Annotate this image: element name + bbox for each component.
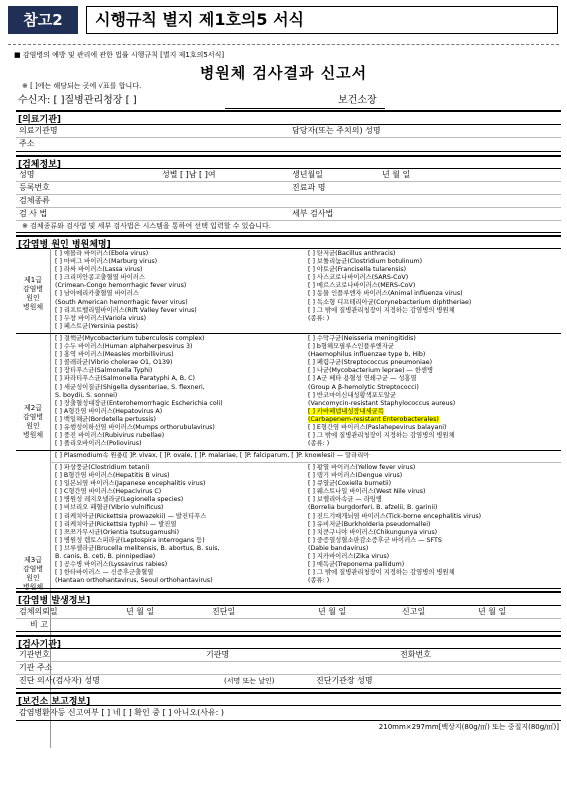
pathogen-item[interactable]: [ ] 마버그 바이러스(Marburg virus) — [55, 258, 158, 266]
pathogen-item[interactable]: [ ] 풍진 바이러스(Rubivirus rubellae) — [55, 432, 165, 440]
pathogen-item[interactable]: [ ] 병원성 레지오넬라균(Legionella species) — [55, 496, 184, 504]
pathogen-item-cont: (South American hemorrhagic fever virus) — [55, 298, 188, 306]
pathogen-item[interactable]: [ ] 브루셀라균(Brucella melitensis, B. abortus, B. suis, — [55, 544, 220, 552]
report-date-label: 신고일 — [402, 607, 426, 616]
pathogen-item[interactable]: [ ] A군 베타 용혈성 연쇄구균 — 성홍열 — [308, 375, 417, 383]
header-badge: 참고2 — [8, 6, 78, 34]
pathogen-item[interactable]: [ ] B형간염 바이러스(Hepatitis B virus) — [55, 472, 170, 480]
rule — [16, 692, 561, 694]
rule — [16, 181, 561, 182]
pathogen-item[interactable]: [ ] 그 밖에 질병관리청장이 지정하는 감염병의 병원체 — [308, 306, 455, 314]
pathogen-item[interactable]: [ ] 중증열성혈소판감소증후군 바이러스 — SFTS — [308, 536, 442, 544]
pathogen-item[interactable]: [ ] 웨스트나일 바이러스(West Nile virus) — [308, 488, 426, 496]
rule — [16, 151, 561, 152]
pathogen-item[interactable]: [ ] 메르스코로나바이러스(MERS-CoV) — [308, 282, 416, 290]
pathogen-item[interactable]: [ ] 사스코로나바이러스(SARS-CoV) — [308, 274, 409, 282]
lab-code-label: 기관번호 — [19, 650, 50, 659]
lab-head-label: 진단기관장 성명 — [316, 676, 373, 685]
pathogen-item[interactable]: [ ] 진드기매개뇌염 바이러스(Tick-borne encephalitis virus) — [308, 512, 482, 520]
lab-name-label: 기관명 — [206, 650, 230, 659]
law-note: ■ 감염병의 예방 및 관리에 관한 법률 시행규칙 [별지 제1호의5서식] — [14, 51, 225, 59]
pathogen-item[interactable]: [ ] 동물 인플루엔자 바이러스(Animal influenza virus) — [308, 290, 463, 298]
group1-left-list — [55, 250, 305, 331]
section-specimen: [검체정보] — [18, 160, 62, 170]
pathogen-item[interactable]: [ ] 콜레라균(Vibrio cholerae O1, O139) — [55, 359, 173, 367]
rule — [16, 648, 561, 649]
header-title: 시행규칙 별지 제1호의5 서식 — [86, 6, 558, 34]
rule — [16, 591, 561, 593]
pathogen-item[interactable]: [ ] 한타바이러스 — 신증후군출혈열 — [55, 569, 154, 577]
rule — [16, 232, 561, 233]
pathogen-item[interactable]: [ ] 장티푸스균(Salmonella Typhi) — [55, 367, 153, 375]
specimen-dept-label: 진료과 명 — [292, 183, 326, 192]
pathogen-item[interactable]: [ ] 공수병 바이러스(Lyssavirus rabies) — [55, 561, 168, 569]
rule — [16, 220, 561, 221]
specimen-name-label: 성명 — [19, 170, 35, 179]
pathogen-item[interactable]: [ ] 황열 바이러스(Yellow fever virus) — [308, 464, 416, 471]
remark-label: 비 고 — [30, 620, 48, 629]
rule — [16, 688, 561, 689]
pathogen-item[interactable]: [ ] 두창 바이러스(Variola virus) — [55, 314, 147, 322]
rule — [16, 155, 561, 157]
pathogen-item[interactable]: [ ] 홍역 바이러스(Measles morbillivirus) — [55, 351, 174, 359]
pathogen-item[interactable]: [ ] 파상풍균(Clostridium tetani) — [55, 464, 150, 471]
specimen-sex-label: 성별 [ ]남 [ ]여 — [162, 170, 216, 179]
pathogen-item[interactable]: [ ] 유행성이하선염 바이러스(Mumps orthorubulavirus) — [55, 424, 215, 432]
pathogen-item[interactable]: [ ] 나균(Mycobacterium leprae) — 한센병 — [308, 367, 434, 375]
rule — [16, 631, 561, 632]
lab-address-label: 기관 주소 — [19, 663, 53, 672]
recipient-underline — [225, 108, 385, 109]
institution-head-label: 담당자(또는 주치의) 성명 — [292, 126, 381, 135]
rule — [16, 588, 561, 589]
rule — [16, 605, 561, 606]
pathogen-item[interactable]: [ ] 리케치아균(Rickettsia typhi) — 발진열 — [55, 520, 177, 528]
rule — [16, 450, 561, 451]
rule — [16, 705, 561, 706]
pathogen-item-cont: (Crimean-Congo hemorrhagic fever virus) — [55, 282, 187, 290]
malaria-item[interactable]: [ ] Plasmodium속 원충([ ]P. vivax, [ ]P. ovale, [ ]P. malariae, [ ]P. falciparum, [ ]P. knowlesi) — 말라리아 — [55, 452, 370, 459]
rule — [16, 124, 561, 125]
rule — [16, 720, 561, 721]
specimen-reg-label: 등록번호 — [19, 183, 50, 192]
pathogen-item[interactable]: [ ] 지카바이러스(Zika virus) — [308, 553, 390, 561]
divider — [8, 44, 559, 45]
specimen-dob-label: 생년월일 — [292, 170, 323, 179]
pathogen-item[interactable]: [ ] 리케치아균(Rickettsia prowazekii) — 발진티푸스 — [55, 512, 207, 520]
pathogen-item-cont[interactable]: (종류: ) — [308, 577, 330, 585]
section-lab: [검사기관] — [18, 640, 62, 650]
group1-right-list — [308, 250, 560, 323]
pathogen-item-highlighted[interactable]: [ ] 카바페넴내성장내세균목 — [308, 407, 384, 415]
pathogen-item[interactable]: [ ] E형간염 바이러스(Paslahepevirus balayani) — [308, 424, 447, 432]
pathogen-item[interactable]: [ ] 파라티푸스균(Salmonella Paratyphi A, B, C) — [55, 375, 195, 383]
pathogen-item[interactable]: [ ] 남아메리카출혈열 바이러스 — [55, 290, 139, 298]
pathogen-item[interactable]: [ ] 폐렴구균(Streptococcus pneumoniae) — [308, 359, 433, 367]
pathogen-item[interactable]: [ ] 독소형 디프테리아균(Corynebacterium diphtheriae) — [308, 298, 472, 306]
specimen-type-label: 검체종류 — [19, 196, 50, 205]
pathogen-item[interactable]: [ ] 탄저균(Bacillus anthracis) — [308, 250, 396, 257]
diag-date-value[interactable]: 년 월 일 — [318, 607, 347, 616]
pathogen-item[interactable]: [ ] 장출혈성대장균(Enterohemorrhagic Escherichia coli) — [55, 399, 223, 407]
pathogen-item[interactable]: [ ] 에볼라 바이러스(Ebola virus) — [55, 250, 149, 257]
group3-left-list — [55, 464, 305, 585]
pathogen-item[interactable]: [ ] 야토균(Francisella tularensis) — [308, 266, 407, 274]
pathogen-item[interactable]: [ ] b형헤모필루스인플루엔자균 — [308, 343, 394, 351]
pathogen-item[interactable]: [ ] 세균성이질균(Shigella dysenteriae, S. flexneri, — [55, 383, 205, 391]
specimen-dob-value[interactable]: 년 월 일 — [382, 170, 411, 179]
group2-label: 제2급 감염병 원인 병원체 — [22, 404, 44, 439]
pathogen-item-cont: B. canis, B. ceti, B. pinnipediae) — [55, 553, 156, 561]
diag-date-label: 진단일 — [212, 607, 236, 616]
section-occurrence: [감염병 발생정보] — [18, 596, 91, 606]
pathogen-item[interactable]: [ ] 큐열균(Coxiella burnetii) — [308, 480, 392, 488]
form-title: 병원체 검사결과 신고서 — [199, 64, 368, 82]
pathogen-item[interactable]: [ ] 리프트밸리열바이러스(Rift Valley fever virus) — [55, 306, 197, 314]
pathogen-item[interactable]: [ ] 반코마이신내성황색포도알균 — [308, 391, 396, 399]
pathogen-item[interactable]: [ ] 라싸 바이러스(Lassa virus) — [55, 266, 143, 274]
health-report-row[interactable]: 감염병환자등 신고여부 [ ] 네 [ ] 확인 중 [ ] 아니오(사유: ) — [19, 708, 225, 717]
pathogen-item-cont[interactable]: (종류: ) — [308, 440, 330, 448]
report-date-value[interactable]: 년 월 일 — [478, 607, 507, 616]
rule — [16, 333, 561, 334]
pathogen-item[interactable]: [ ] 페스트균(Yersinia pestis) — [55, 322, 138, 330]
pathogen-item[interactable]: [ ] 백일해균(Bordetella pertussis) — [55, 415, 156, 423]
specimen-method-label: 검 사 법 — [19, 209, 48, 218]
group2-right-list — [308, 335, 560, 448]
section-health: [보건소 보고정보] — [18, 697, 91, 707]
group3-label: 제3급 감염병 원인 병원체 — [22, 556, 44, 591]
rule — [16, 168, 561, 169]
pathogen-item-cont: (Haemophilus influenzae type b, Hib) — [308, 351, 426, 359]
group-column-divider — [50, 248, 51, 748]
request-date-label: 검체의뢰일 — [19, 607, 58, 616]
pathogen-item[interactable]: [ ] A형간염 바이러스(Hepatovirus A) — [55, 407, 163, 415]
paper-spec-footer: 210mm×297mm[백상지(80g/㎡) 또는 중질지(80g/㎡)] — [378, 723, 559, 731]
pathogen-item[interactable]: [ ] 보툴리눔균(Clostridium botulinum) — [308, 258, 423, 266]
lab-sign-label: (서명 또는 날인) — [224, 677, 275, 685]
pathogen-item-cont-highlighted: (Carbapenem-resistant Enterobacterales) — [308, 415, 439, 423]
pathogen-item-cont[interactable]: (종류: ) — [308, 314, 330, 322]
pathogen-item[interactable]: [ ] 그 밖에 질병관리청장이 지정하는 감염병의 병원체 — [308, 432, 455, 440]
pathogen-item[interactable]: [ ] 일본뇌염 바이러스(Japanese encephalitis virus) — [55, 480, 206, 488]
pathogen-item-cont: (Vancomycin-resistant Staphylococcus aureus) — [308, 399, 456, 407]
lab-phone-label: 전화번호 — [400, 650, 431, 659]
pathogen-item[interactable]: [ ] 뎅기 바이러스(Dengue virus) — [308, 472, 403, 480]
lab-doctor-label: 진단 의사(검사자) 성명 — [19, 676, 100, 685]
section-institution: [의료기관] — [18, 115, 62, 125]
institution-name-label: 의료기관명 — [19, 126, 58, 135]
request-date-value[interactable]: 년 월 일 — [126, 607, 155, 616]
pathogen-item[interactable]: [ ] 크리미안콩고출혈열 바이러스 — [55, 274, 145, 282]
pathogen-item[interactable]: [ ] 보렐리아속균 — 라임병 — [308, 496, 382, 504]
pathogen-item[interactable]: [ ] 치쿤구니야 바이러스(Chikungunya virus) — [308, 528, 438, 536]
section-pathogen: [감염병 원인 병원체명] — [18, 240, 111, 250]
specimen-detail-label: 세부 검사법 — [292, 209, 334, 218]
rule — [50, 462, 561, 463]
pathogen-item-cont: (Borrelia burgdorferi, B. afzelii, B. garinii) — [308, 504, 438, 512]
rule — [16, 674, 561, 675]
rule — [16, 110, 561, 112]
recipient-label: 수신자: [ ]질병관리청장 [ ] — [18, 95, 137, 106]
pathogen-item-cont: (Dabie bandavirus) — [308, 544, 369, 552]
pathogen-item[interactable]: [ ] 매독균(Treponema pallidum) — [308, 561, 405, 569]
pathogen-item[interactable]: [ ] 유비저균(Burkholderia pseudomallei) — [308, 520, 431, 528]
group2-left-list — [55, 335, 305, 448]
group3-right-list — [308, 464, 560, 585]
institution-address-label: 주소 — [19, 139, 35, 148]
recipient-suffix: 보건소장 — [338, 95, 377, 106]
pathogen-item[interactable]: [ ] 수막구균(Neisseria meningitidis) — [308, 335, 416, 342]
specimen-note: ※ 검체종류와 검사법 및 세부 검사법은 시스템을 통하여 선택 입력할 수 있습니다. — [22, 222, 271, 230]
pathogen-item-cont: (Group A β-hemolytic Streptococci) — [308, 383, 419, 391]
pathogen-item-cont: S. boydii, S. sonnei) — [55, 391, 118, 399]
pathogen-item[interactable]: [ ] 폴리오바이러스(Poliovirus) — [55, 440, 142, 448]
pathogen-item-cont: (Hantaan orthohantavirus, Seoul orthohantavirus) — [55, 577, 213, 585]
rule — [16, 635, 561, 637]
pathogen-item[interactable]: [ ] 비브리오 패혈균(Vibrio vulnificus) — [55, 504, 164, 512]
rule — [16, 248, 561, 249]
pathogen-item[interactable]: [ ] C형간염 바이러스(Hepacivirus C) — [55, 488, 162, 496]
pathogen-item[interactable]: [ ] 쯔쯔가무시균(Orientia tsutsugamushi) — [55, 528, 180, 536]
group1-label: 제1급 감염병 원인 병원체 — [22, 276, 44, 311]
pathogen-item[interactable]: [ ] 그 밖에 질병관리청장이 지정하는 감염병의 병원체 — [308, 569, 455, 577]
pathogen-item[interactable]: [ ] 결핵균(Mycobacterium tuberculosis complex) — [55, 335, 205, 342]
check-note: ※ [ ]에는 해당되는 곳에 √표를 합니다. — [22, 82, 142, 90]
rule — [16, 137, 561, 138]
rule — [16, 618, 561, 619]
rule — [16, 207, 561, 208]
pathogen-item[interactable]: [ ] 수두 바이러스(Human alphaherpesvirus 3) — [55, 343, 193, 351]
rule — [16, 194, 561, 195]
rule — [16, 661, 561, 662]
pathogen-item[interactable]: [ ] 병원성 렙토스피라균(Leptospira interrogans 등) — [55, 536, 205, 544]
